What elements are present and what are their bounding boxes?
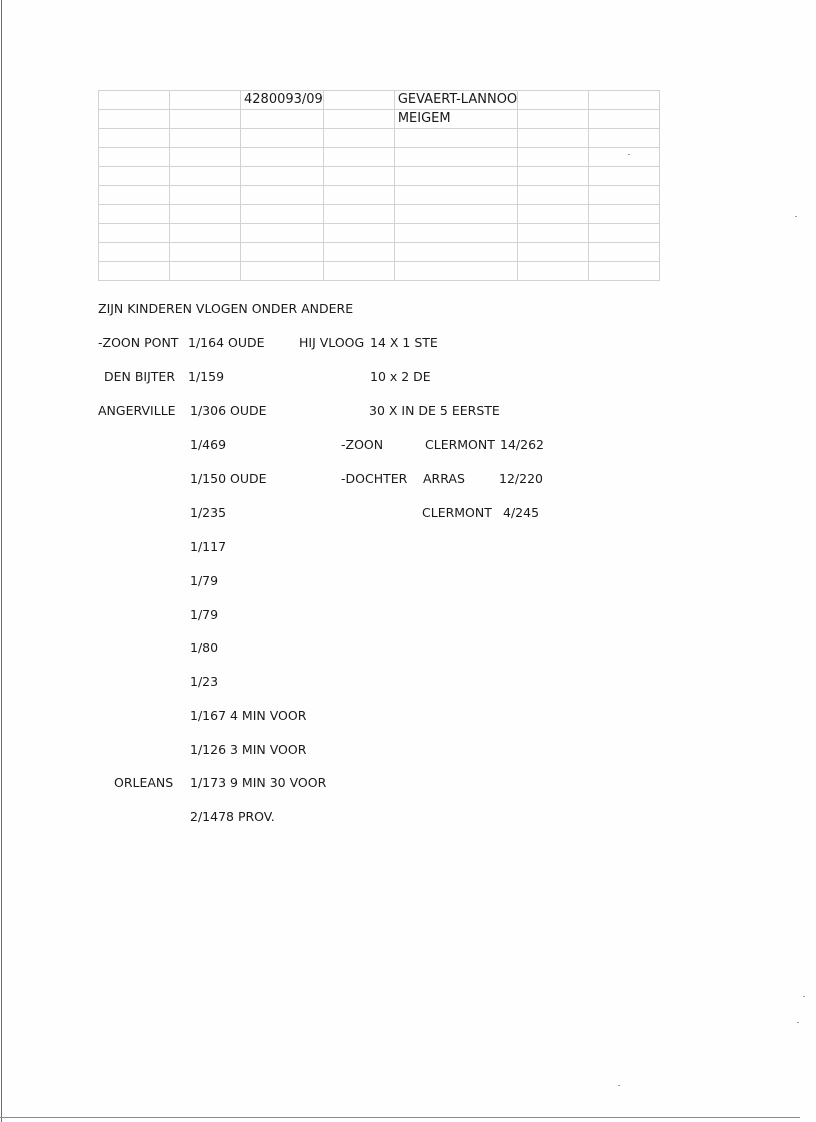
table-cell xyxy=(323,110,394,129)
scan-speck xyxy=(795,216,797,217)
table-cell xyxy=(518,148,589,167)
table-cell xyxy=(170,167,241,186)
table-row xyxy=(99,224,660,243)
table-cell xyxy=(99,224,170,243)
table-cell xyxy=(518,167,589,186)
table-cell xyxy=(170,91,241,110)
scan-edge-left xyxy=(1,0,2,1122)
table-cell: 4280093/09 xyxy=(241,91,324,110)
table-cell xyxy=(241,148,324,167)
table-cell xyxy=(170,243,241,262)
table-cell xyxy=(589,262,660,281)
table-cell xyxy=(394,148,517,167)
table-cell xyxy=(589,148,660,167)
table-cell xyxy=(589,129,660,148)
table-cell xyxy=(589,243,660,262)
offspring-place: CLERMONT xyxy=(425,437,495,452)
table-cell xyxy=(589,110,660,129)
table-cell xyxy=(589,205,660,224)
table-row xyxy=(99,129,660,148)
scan-speck xyxy=(628,154,630,155)
hij-vloog-line: 14 X 1 STE xyxy=(370,335,438,350)
table-cell xyxy=(241,186,324,205)
table-cell xyxy=(241,205,324,224)
table-cell xyxy=(323,186,394,205)
table-cell xyxy=(394,129,517,148)
table-cell xyxy=(170,186,241,205)
table-row xyxy=(99,167,660,186)
label-zoon-pont: -ZOON PONT xyxy=(98,335,179,350)
table-cell xyxy=(170,129,241,148)
table-cell xyxy=(241,110,324,129)
label-den-bijter: DEN BIJTER xyxy=(104,369,176,384)
table-cell xyxy=(518,91,589,110)
result-line: 1/79 xyxy=(190,607,219,622)
table-cell: GEVAERT-LANNOO xyxy=(394,91,517,110)
table-cell xyxy=(170,110,241,129)
table-cell xyxy=(394,186,517,205)
offspring-result: 12/220 xyxy=(499,471,543,486)
table-cell xyxy=(99,262,170,281)
scan-speck xyxy=(797,1022,799,1023)
offspring-place: ARRAS xyxy=(423,471,465,486)
table-cell xyxy=(99,110,170,129)
table-row xyxy=(99,262,660,281)
offspring-result: 14/262 xyxy=(500,437,544,452)
table-cell xyxy=(323,148,394,167)
table-cell xyxy=(518,186,589,205)
table-cell xyxy=(394,262,517,281)
table-row xyxy=(99,91,660,110)
table-cell xyxy=(323,262,394,281)
scan-speck xyxy=(618,1085,620,1086)
result-line: 1/126 3 MIN VOOR xyxy=(190,742,307,757)
table-cell xyxy=(518,243,589,262)
result-line: 1/117 xyxy=(190,539,227,554)
table-cell xyxy=(394,167,517,186)
table-cell xyxy=(99,148,170,167)
table-row xyxy=(99,243,660,262)
result-line: 1/235 xyxy=(190,505,227,520)
result-line: 1/159 xyxy=(188,369,225,384)
scan-speck xyxy=(803,996,805,997)
hij-vloog-line: 10 x 2 DE xyxy=(370,369,431,384)
table-cell xyxy=(518,224,589,243)
offspring-result: 4/245 xyxy=(503,505,540,520)
table-cell xyxy=(323,243,394,262)
table-cell xyxy=(589,91,660,110)
table-cell xyxy=(323,205,394,224)
table-cell xyxy=(518,110,589,129)
table-cell xyxy=(589,167,660,186)
result-line: 1/164 OUDE xyxy=(188,335,265,350)
result-line: 1/469 xyxy=(190,437,227,452)
table-cell xyxy=(518,129,589,148)
hij-vloog-line: 30 X IN DE 5 EERSTE xyxy=(369,403,500,418)
label-angerville: ANGERVILLE xyxy=(98,403,176,418)
table-cell xyxy=(170,205,241,224)
table-row xyxy=(99,205,660,224)
table-row xyxy=(99,186,660,205)
table-cell xyxy=(241,262,324,281)
result-line: 1/80 xyxy=(190,640,219,655)
offspring-who: -ZOON xyxy=(341,437,384,452)
table-cell xyxy=(394,243,517,262)
result-line: 2/1478 PROV. xyxy=(190,809,275,824)
table-row xyxy=(99,110,660,129)
result-line: 1/167 4 MIN VOOR xyxy=(190,708,307,723)
result-line: 1/150 OUDE xyxy=(190,471,267,486)
table-cell xyxy=(99,186,170,205)
result-line: 1/23 xyxy=(190,674,219,689)
offspring-place: CLERMONT xyxy=(422,505,492,520)
table-cell xyxy=(241,167,324,186)
table-cell xyxy=(589,186,660,205)
table-cell xyxy=(323,167,394,186)
table-cell xyxy=(323,129,394,148)
table-cell xyxy=(394,205,517,224)
table-cell: MEIGEM xyxy=(394,110,517,129)
result-line: 1/306 OUDE xyxy=(190,403,267,418)
table-cell xyxy=(323,224,394,243)
pedigree-table xyxy=(98,90,660,281)
table-cell xyxy=(241,129,324,148)
table-cell xyxy=(241,224,324,243)
result-line: 1/173 9 MIN 30 VOOR xyxy=(190,775,327,790)
table-cell xyxy=(99,243,170,262)
table-cell xyxy=(518,262,589,281)
heading: ZIJN KINDEREN VLOGEN ONDER ANDERE xyxy=(98,301,354,316)
table-cell xyxy=(170,148,241,167)
table-cell xyxy=(323,91,394,110)
hij-vloog-label: HIJ VLOOG xyxy=(299,335,365,350)
table-cell xyxy=(241,243,324,262)
table-cell xyxy=(99,205,170,224)
table-cell xyxy=(170,224,241,243)
table-cell xyxy=(394,224,517,243)
result-line: 1/79 xyxy=(190,573,219,588)
table-cell xyxy=(170,262,241,281)
scan-edge-bottom xyxy=(0,1117,800,1118)
table-cell xyxy=(99,91,170,110)
table-cell xyxy=(99,167,170,186)
label-orleans: ORLEANS xyxy=(114,775,174,790)
table-cell xyxy=(518,205,589,224)
table-cell xyxy=(589,224,660,243)
table-row xyxy=(99,148,660,167)
table-cell xyxy=(99,129,170,148)
offspring-who: -DOCHTER xyxy=(341,471,408,486)
